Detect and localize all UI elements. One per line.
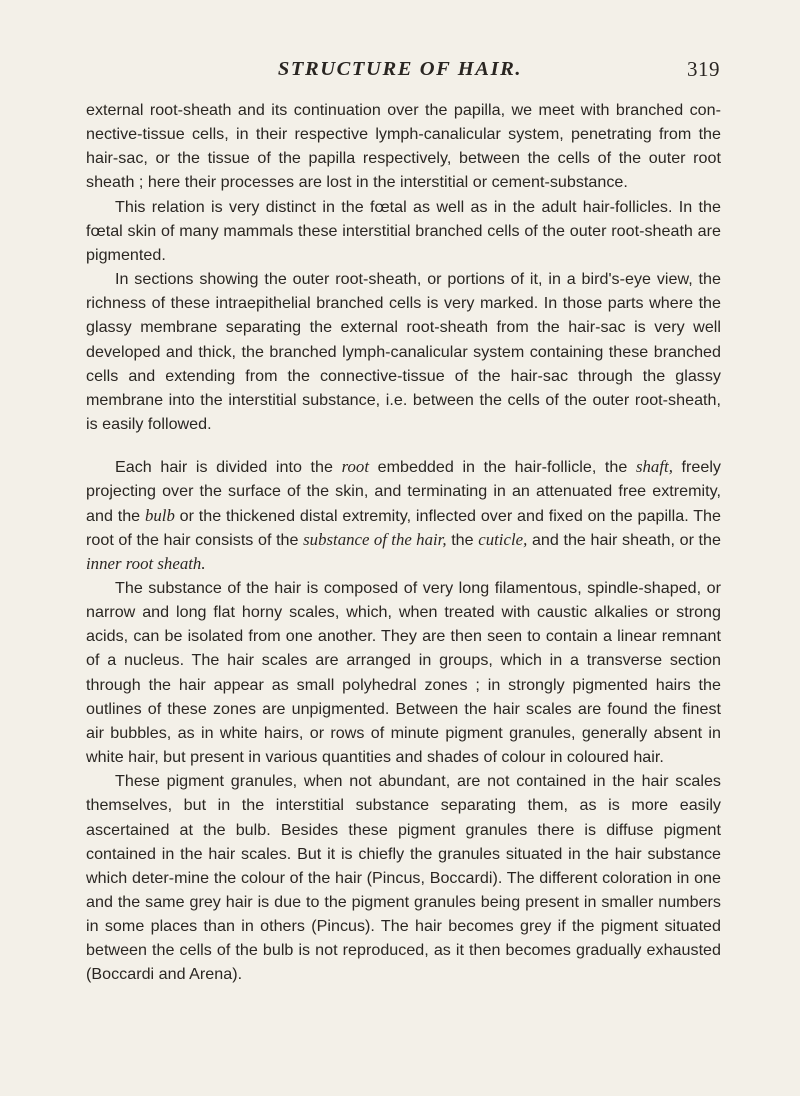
term-shaft: shaft,	[635, 457, 673, 477]
paragraph-4-text: Each hair is divided into the	[115, 458, 342, 477]
running-title: STRUCTURE OF HAIR.	[277, 58, 523, 80]
paragraph-4-text: and the hair sheath, or the	[527, 530, 721, 549]
paragraph-4-text: the	[446, 530, 479, 549]
term-root: root	[341, 457, 370, 477]
paragraph-3: In sections showing the outer root-sheath, or portions of it, in a bird's-eye view, the richness of these intraepithelial branched cells is very marked. In those parts where the glassy membrane separating the external root-sheath from the hair-sac is very well developed and thick, the branched lymph-canalicular system containing these branched cells and extending from the connective-tissue of the hair-sac through the glassy membrane into the interstitial substance, i.e. between the cells of the outer root-sheath, is easily followed.	[86, 270, 721, 434]
paragraph-6: These pigment granules, when not abundant, are not contained in the hair scales themselves, but in the interstitial substance separating them, as is more easily ascertained at the bulb. Besides these pigment granules there is diffuse pigment contained in the hair scales. But it is chiefly the granules situated in the hair substance which deter-mine the colour of the hair (Pincus, Boccardi). The different coloration in one and the same grey hair is due to the pigment granules being present in smaller numbers in some places than in others (Pincus). The hair becomes grey if the pigment situated between the cells of the bulb is not reproduced, as it then becomes gradually exhausted (Boccardi and Arena).	[86, 772, 721, 984]
paragraph-5: The substance of the hair is composed of very long filamentous, spindle-shaped, or narrow and long flat horny scales, which, when treated with caustic alkalies or strong acids, can be isolated from one another. They are then seen to contain a linear remnant of a nucleus. The hair scales are arranged in groups, which in a transverse section through the hair appear as small polyhedral zones ; in strongly pigmented hairs the outlines of these zones are unpigmented. Between the hair scales are found the finest air bubbles, as in white hairs, or rows of minute pigment granules, generally absent in white hair, but present in various quantities and shades of colour in coloured hair.	[86, 578, 721, 767]
paragraph-2: This relation is very distinct in the fœtal as well as in the adult hair-follicles. In the fœtal skin of many mammals these interstitial branched cells of the outer root-sheath are pigmented.	[86, 197, 721, 264]
paragraph-4-text: freely projecting over the surface of the skin, and terminating in an attenuated free extremity, and the	[86, 458, 722, 525]
term-cuticle: cuticle,	[478, 529, 528, 549]
term-bulb: bulb	[144, 505, 175, 525]
term-inner-root-sheath: inner root sheath.	[86, 553, 206, 573]
body-text	[86, 98, 721, 987]
term-substance-of-hair: substance of the hair,	[303, 529, 447, 549]
page-number: 319	[687, 57, 720, 81]
paragraph-4	[86, 455, 721, 576]
paragraph-4-text: embedded in the hair-follicle, the	[369, 458, 636, 477]
paragraph-1: external root-sheath and its continuation over the papilla, we meet with branched con-nective-tissue cells, in their respective lymph-canalicular system, penetrating from the hair-sac, or the tissue of the papilla respectively, between the cells of the outer root sheath ; here their processes are lost in the interstitial or cement-substance.	[86, 101, 721, 192]
running-head	[0, 58, 800, 90]
paragraph-4-text: or the thickened distal extremity, inflected over and fixed on the papilla. The root of the hair consists of the	[86, 506, 721, 549]
